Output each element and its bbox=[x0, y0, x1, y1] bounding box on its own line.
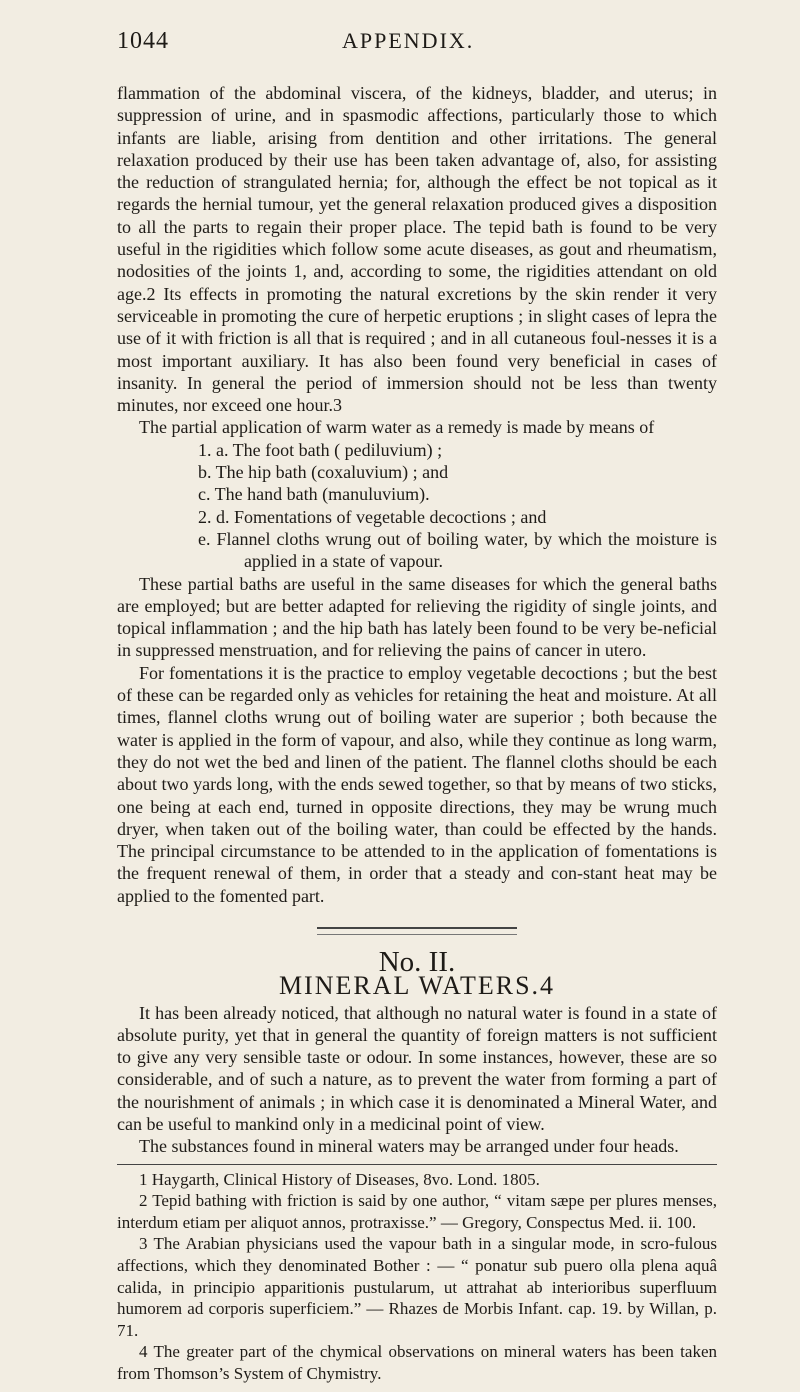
paragraph-5: It has been already noticed, that although no natural water is found in a state of absolute purity, yet that in general the quantity of foreign matters is not sufficient to give any very sensible taste or odour. In some instances, however, these are so considerable, and of such a nature, as to prevent the water from forming a part of the nourishment of animals ; in which case it is denominated a Mineral Water, and can be useful to mankind only in a medicinal point of view. bbox=[117, 1002, 717, 1135]
page-body bbox=[117, 82, 717, 1385]
section-title: MINERAL WATERS.4 bbox=[278, 971, 556, 1001]
footnote-1: 1 Haygarth, Clinical History of Diseases, 8vo. Lond. 1805. bbox=[139, 1169, 540, 1189]
list-item: 1. a. The foot bath ( pediluvium) ; bbox=[198, 439, 443, 460]
paragraph-2: The partial application of warm water as a remedy is made by means of bbox=[139, 417, 655, 438]
list-item: c. The hand bath (manuluvium). bbox=[198, 484, 430, 505]
page-header bbox=[117, 28, 717, 60]
list-item: e. Flannel cloths wrung out of boiling water, by which the moisture is applied in a state of vapour. bbox=[198, 528, 717, 572]
section-divider bbox=[317, 927, 517, 935]
paragraph-1: flammation of the abdominal viscera, of the kidneys, bladder, and uterus; in suppression of urine, and in spasmodic affections, particularly those to which infants are liable, arising from dentition and other irritations. The general relaxation produced by their use has been taken advantage of, also, for assisting the reduction of strangulated hernia; for, although the effect be not topical as it regards the hernial tumour, yet the general relaxation produced gives a disposition to all the parts to regain their proper place. The tepid bath is found to be very useful in the rigidities which follow some acute diseases, as gout and rheumatism, nodosities of the joints 1, and, according to some, the rigidities attendant on old age.2 Its effects in promoting the natural excretions by the skin render it very serviceable in promoting the cure of herpetic eruptions ; in slight cases of lepra the use of it with friction is all that is required ; and in all cutaneous foul-nesses it is a most important auxiliary. It has also been found very beneficial in cases of insanity. In general the period of immersion should not be less than twenty minutes, nor exceed one hour.3 bbox=[117, 83, 717, 416]
footnote-rule bbox=[117, 1164, 717, 1165]
running-head: APPENDIX. bbox=[342, 28, 475, 53]
footnote-4: 4 The greater part of the chymical observations on mineral waters has been taken from Thomson’s System of Chymistry. bbox=[117, 1342, 717, 1383]
paragraph-3: These partial baths are useful in the same diseases for which the general baths are employed; but are better adapted for relieving the rigidity of single joints, and topical inflammation ; and the hip bath has lately been found to be very be-neficial in suppressed menstruation, and for relieving the pains of cancer in utero. bbox=[117, 573, 717, 661]
paragraph-6: The substances found in mineral waters may be arranged under four heads. bbox=[139, 1136, 679, 1157]
list-item: b. The hip bath (coxaluvium) ; and bbox=[198, 462, 449, 483]
section-number: No. II. bbox=[378, 945, 456, 978]
footnotes bbox=[117, 1169, 717, 1385]
remedy-list bbox=[117, 439, 717, 573]
footnote-2: 2 Tepid bathing with friction is said by one author, “ vitam sæpe per plures menses, interdum etiam per aliquot annos, protraxisse.” — Gregory, Conspectus Med. ii. 100. bbox=[117, 1191, 717, 1232]
list-item: 2. d. Fomentations of vegetable decoctions ; and bbox=[198, 506, 547, 527]
paragraph-4: For fomentations it is the practice to employ vegetable decoctions ; but the best of these can be regarded only as vehicles for retaining the heat and moisture. At all times, flannel cloths wrung out of boiling water are superior ; both because the water is applied in the form of vapour, and also, while they continue as long warm, they do not wet the bed and linen of the patient. The flannel cloths should be each about two yards long, with the ends sewed together, so that by means of two sticks, one being at each end, turned in opposite directions, they may be wrung much dryer, when taken out of the boiling water, than could be effected by the hands. The principal circumstance to be attended to in the application of fomentations is the frequent renewal of them, in order that a steady and con-stant heat may be applied to the fomented part. bbox=[117, 662, 717, 906]
footnote-3: 3 The Arabian physicians used the vapour bath in a singular mode, in scro-fulous affections, which they denominated Bother : — “ ponatur sub puero olla plena aquâ calida, in principio apparitionis pustularum, ut attrahat ab interioribus superfluum humorem ad corporis superficiem.” — Rhazes de Morbis Infant. cap. 19. by Willan, p. 71. bbox=[117, 1234, 717, 1340]
page-number: 1044 bbox=[117, 28, 169, 54]
